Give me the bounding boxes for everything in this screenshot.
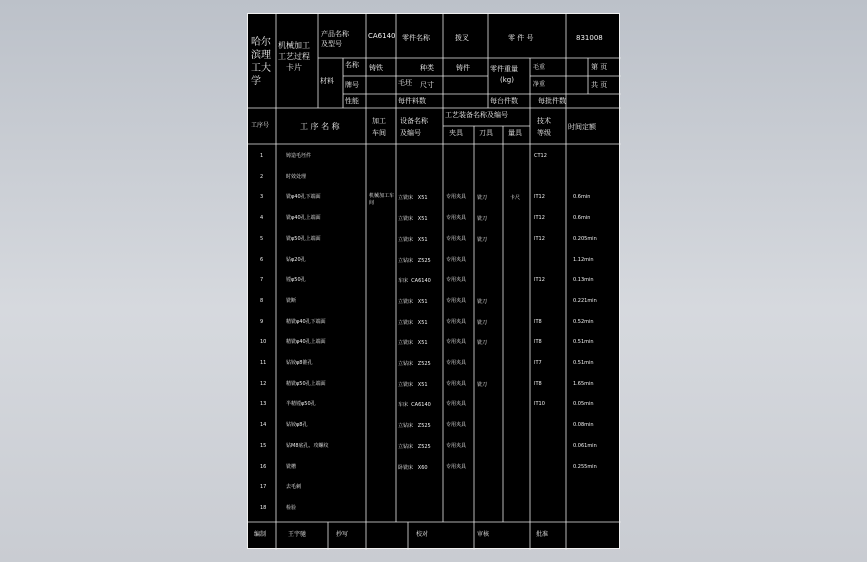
name-label: 名称: [345, 61, 359, 69]
size-label: 尺寸: [420, 81, 434, 89]
row-fixture: 专用夹具: [446, 442, 467, 449]
row-tool: 铣刀: [477, 340, 488, 347]
row-step-name: 铣φ40孔下端面: [286, 194, 321, 201]
row-step-name: 精铣φ40孔上端面: [286, 339, 326, 346]
row-step-no: 14: [260, 422, 267, 429]
row-step-no: 16: [260, 463, 267, 470]
check-label: 校对: [416, 531, 429, 538]
row-step-name: 钻φ20孔: [286, 256, 306, 263]
col-workshop: 加工 车间: [372, 117, 386, 137]
sheet-label: 第 页: [591, 63, 608, 71]
row-step-no: 4: [260, 215, 264, 222]
row-grade: CT12: [534, 153, 547, 159]
part-name-label: 零件名称: [402, 34, 430, 42]
material-label: 材料: [320, 77, 334, 85]
row-fixture: 专用夹具: [446, 277, 467, 284]
row-fixture: 专用夹具: [446, 380, 467, 387]
per-machine-label: 每台件数: [490, 97, 518, 105]
col-step-name: 工 序 名 称: [300, 122, 340, 131]
row-step-name: 铣φ50孔上端面: [286, 235, 321, 242]
part-name-value: 拨叉: [455, 34, 469, 42]
row-fixture: 专用夹具: [446, 422, 467, 429]
row-fixture: 专用夹具: [446, 235, 467, 242]
row-time: 0.061min: [573, 442, 597, 449]
row-equipment: 立铣床 X51: [398, 340, 428, 347]
row-step-name: 镗φ50孔: [286, 277, 306, 284]
row-equipment: 立铣床 X51: [398, 195, 428, 202]
net-label: 净重: [533, 81, 546, 88]
row-tool: 铣刀: [477, 236, 488, 243]
col-grade: 技术 等级: [537, 117, 551, 137]
row-step-no: 3: [260, 194, 264, 201]
row-grade: IT12: [534, 194, 545, 201]
row-fixture: 专用夹具: [446, 360, 467, 366]
row-grade: IT12: [534, 277, 545, 284]
col-tooling-group: 工艺装备名称及编号: [445, 111, 508, 119]
row-time: 0.52min: [573, 318, 594, 325]
proof-label: 抄写: [336, 531, 349, 538]
part-no-label: 零 件 号: [508, 34, 534, 42]
row-grade: IT8: [534, 339, 542, 346]
row-gauge: 卡尺: [510, 195, 521, 202]
row-fixture: 专用夹具: [446, 401, 467, 408]
row-equipment: 立铣床 X51: [398, 298, 428, 305]
row-tool: 铣刀: [477, 319, 488, 326]
row-step-name: 铣槽: [286, 463, 297, 470]
row-step-name: 精铣φ40孔下端面: [286, 318, 326, 325]
row-step-no: 8: [260, 297, 264, 304]
row-fixture: 专用夹具: [446, 463, 467, 470]
card-title: 机械加工 工艺过程 卡片: [278, 41, 310, 72]
process-card: [247, 13, 620, 549]
review-label: 审核: [477, 531, 490, 538]
row-step-name: 铣断: [286, 297, 297, 304]
row-equipment: 立铣床 X51: [398, 216, 428, 223]
product-model-value: CA6140: [368, 32, 396, 40]
row-tool: 铣刀: [477, 381, 488, 388]
row-step-no: 1: [260, 153, 264, 159]
row-tool: 铣刀: [477, 216, 488, 223]
row-step-name: 钻M8底孔、攻螺纹: [286, 442, 329, 449]
row-grade: IT7: [534, 360, 542, 366]
row-time: 0.221min: [573, 297, 597, 304]
row-grade: IT8: [534, 318, 542, 325]
row-fixture: 专用夹具: [446, 215, 467, 222]
row-time: 0.6min: [573, 215, 591, 222]
row-equipment: 立铣床 X51: [398, 381, 428, 388]
school-name: 哈尔 滨理 工大 学: [251, 37, 271, 87]
row-tool: 铣刀: [477, 195, 488, 202]
grade-label: 牌号: [345, 81, 359, 89]
row-time: 0.6min: [573, 194, 591, 201]
col-time: 时间定额: [568, 123, 596, 131]
approve-label: 批准: [536, 531, 549, 538]
row-time: 0.205min: [573, 235, 597, 242]
weight-label: 零件重量 (kg): [490, 65, 518, 84]
part-no-value: 831008: [576, 34, 603, 42]
row-fixture: 专用夹具: [446, 194, 467, 201]
per-part-label: 每件料数: [398, 97, 426, 105]
row-time: 0.51min: [573, 360, 594, 366]
row-step-name: 半精镗φ50孔: [286, 401, 316, 408]
row-fixture: 专用夹具: [446, 318, 467, 325]
row-time: 0.13min: [573, 277, 594, 284]
row-step-name: 时效处理: [286, 173, 307, 180]
row-time: 0.51min: [573, 339, 594, 346]
kind-label: 种类: [420, 64, 434, 72]
col-tool: 刀具: [479, 129, 493, 137]
row-step-no: 5: [260, 235, 264, 242]
row-time: 0.255min: [573, 463, 597, 470]
row-fixture: 专用夹具: [446, 297, 467, 304]
name-value: 铸铁: [369, 64, 383, 72]
row-fixture: 专用夹具: [446, 339, 467, 346]
row-step-name: 铣φ40孔上端面: [286, 215, 321, 222]
row-time: 0.08min: [573, 422, 594, 429]
col-gauge: 量具: [508, 129, 522, 137]
blank-label: 毛坯: [398, 79, 412, 87]
row-equipment: 立铣床 X51: [398, 319, 428, 326]
row-equipment: 立钻床 Z525: [398, 257, 431, 264]
row-step-name: 钻铰φ8锥孔: [286, 360, 313, 366]
total-label: 共 页: [591, 81, 608, 89]
row-step-name: 铸造毛坯件: [286, 153, 312, 159]
row-step-no: 7: [260, 277, 264, 284]
col-fixture: 夹具: [449, 129, 463, 137]
row-grade: IT10: [534, 401, 545, 408]
row-tool: 铣刀: [477, 298, 488, 305]
row-equipment: 卧铣床 X60: [398, 464, 428, 471]
row-step-no: 6: [260, 256, 264, 263]
product-model-label: 产品名称 及型号: [321, 30, 349, 48]
per-batch-label: 每批件数: [538, 97, 566, 105]
row-workshop: 机械加工车间: [369, 193, 395, 207]
col-step-no: 工序号: [251, 122, 270, 129]
row-time: 0.05min: [573, 401, 594, 408]
row-time: 1.65min: [573, 380, 594, 387]
row-equipment: 车床 CA6140: [398, 402, 431, 409]
row-step-no: 17: [260, 484, 267, 491]
row-equipment: 立铣床 X51: [398, 236, 428, 243]
row-step-no: 10: [260, 339, 267, 346]
row-step-no: 9: [260, 318, 264, 325]
row-step-no: 12: [260, 380, 267, 387]
row-equipment: 立钻床 Z525: [398, 443, 431, 450]
row-grade: IT8: [534, 380, 542, 387]
row-step-no: 2: [260, 173, 264, 180]
row-step-no: 13: [260, 401, 267, 408]
row-grade: IT12: [534, 235, 545, 242]
row-equipment: 车床 CA6140: [398, 278, 431, 285]
row-step-no: 18: [260, 504, 267, 511]
performance-label: 性能: [345, 97, 359, 105]
row-step-no: 15: [260, 442, 267, 449]
drawn-label: 编制: [254, 531, 267, 538]
row-fixture: 专用夹具: [446, 256, 467, 263]
row-grade: IT12: [534, 215, 545, 222]
row-step-no: 11: [260, 360, 267, 366]
row-equipment: 立钻床 Z525: [398, 423, 431, 430]
gross-label: 毛重: [533, 64, 546, 71]
row-equipment: 立钻床 Z525: [398, 361, 431, 367]
col-equipment: 设备名称 及编号: [400, 117, 428, 137]
drawn-value: 王宇驰: [288, 531, 307, 538]
row-step-name: 钻铰φ8孔: [286, 422, 308, 429]
row-step-name: 检验: [286, 504, 297, 511]
row-step-name: 精铣φ50孔上端面: [286, 380, 326, 387]
row-time: 1.12min: [573, 256, 594, 263]
kind-value: 铸件: [456, 64, 470, 72]
row-step-name: 去毛刺: [286, 484, 302, 491]
